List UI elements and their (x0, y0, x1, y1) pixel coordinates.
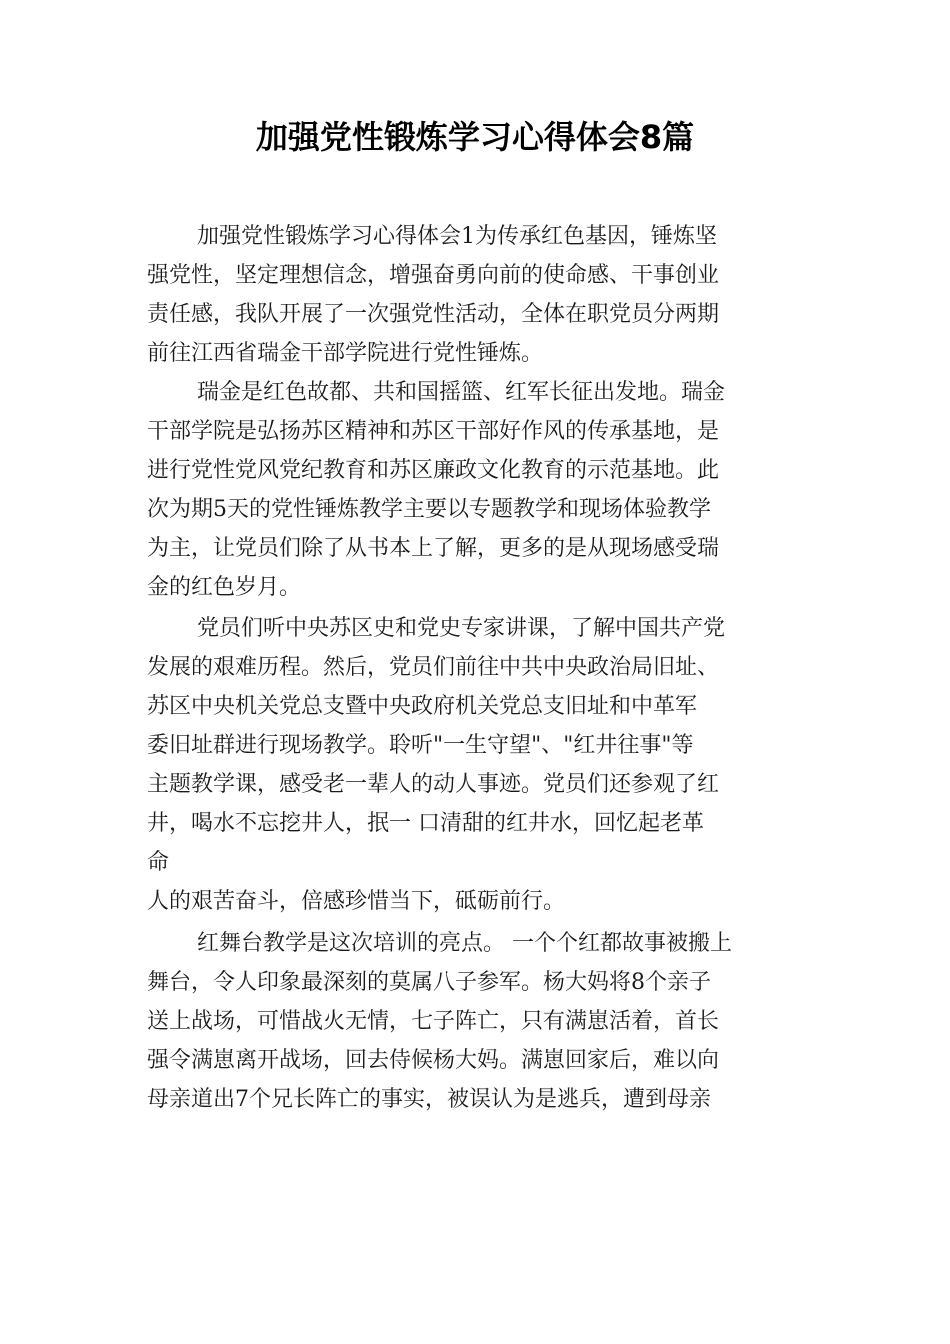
paragraph-line: 人的艰苦奋斗，倍感珍惜当下，砥砺前行。 (147, 889, 566, 914)
document-title: 加强党性锻炼学习心得体会8篇 (255, 118, 695, 156)
paragraph-line: 为主，让党员们除了从书本上了解，更多的是从现场感受瑞 (147, 536, 720, 561)
paragraph-line: 红舞台教学是这次培训的亮点。 一个个红都故事被搬上 (197, 931, 732, 956)
paragraph-line: 次为期5天的党性锤炼教学主要以专题教学和现场体验教学 (147, 497, 711, 522)
paragraph-line: 发展的艰难历程。然后，党员们前往中共中央政治局旧址、 (147, 655, 720, 680)
paragraph-line: 前往江西省瑞金干部学院进行党性锤炼。 (147, 341, 544, 366)
paragraph-line: 送上战场，可惜战火无情，七子阵亡，只有满崽活着，首长 (147, 1009, 720, 1034)
paragraph-line: 主题教学课，感受老一辈人的动人事迹。党员们还参观了红 (147, 772, 720, 797)
paragraph-4 (147, 924, 807, 1119)
paragraph-line: 加强党性锻炼学习心得体会1为传承红色基因，锤炼坚 (197, 224, 717, 249)
paragraph-3 (147, 609, 807, 921)
paragraph-line: 强令满崽离开战场，回去侍候杨大妈。满崽回家后，难以向 (147, 1048, 720, 1073)
paragraph-line: 金的红色岁月。 (147, 575, 302, 600)
paragraph-line: 干部学院是弘扬苏区精神和苏区干部好作风的传承基地，是 (147, 419, 720, 444)
paragraph-line: 井，喝水不忘挖井人，抿一 口清甜的红井水，回忆起老革 (147, 811, 704, 836)
paragraph-line: 母亲道出7个兄长阵亡的事实，被误认为是逃兵，遭到母亲 (147, 1087, 711, 1112)
paragraph-line: 舞台，令人印象最深刻的莫属八子参军。杨大妈将8个亲子 (147, 970, 711, 995)
paragraph-line: 委旧址群进行现场教学。聆听"一生守望"、"红井往事"等 (147, 733, 694, 758)
paragraph-1 (147, 217, 807, 373)
paragraph-line: 强党性，坚定理想信念，增强奋勇向前的使命感、干事创业 (147, 263, 720, 288)
paragraph-line: 苏区中央机关党总支暨中央政府机关党总支旧址和中革军 (147, 694, 698, 719)
paragraph-line: 命 (147, 850, 170, 875)
paragraph-line: 党员们听中央苏区史和党史专家讲课，了解中国共产党 (197, 616, 726, 641)
paragraph-line: 责任感，我队开展了一次强党性活动，全体在职党员分两期 (147, 302, 720, 327)
paragraph-line: 进行党性党风党纪教育和苏区廉政文化教育的示范基地。此 (147, 458, 720, 483)
paragraph-2 (147, 373, 807, 607)
paragraph-line: 瑞金是红色故都、共和国摇篮、红军长征出发地。瑞金 (197, 380, 726, 405)
